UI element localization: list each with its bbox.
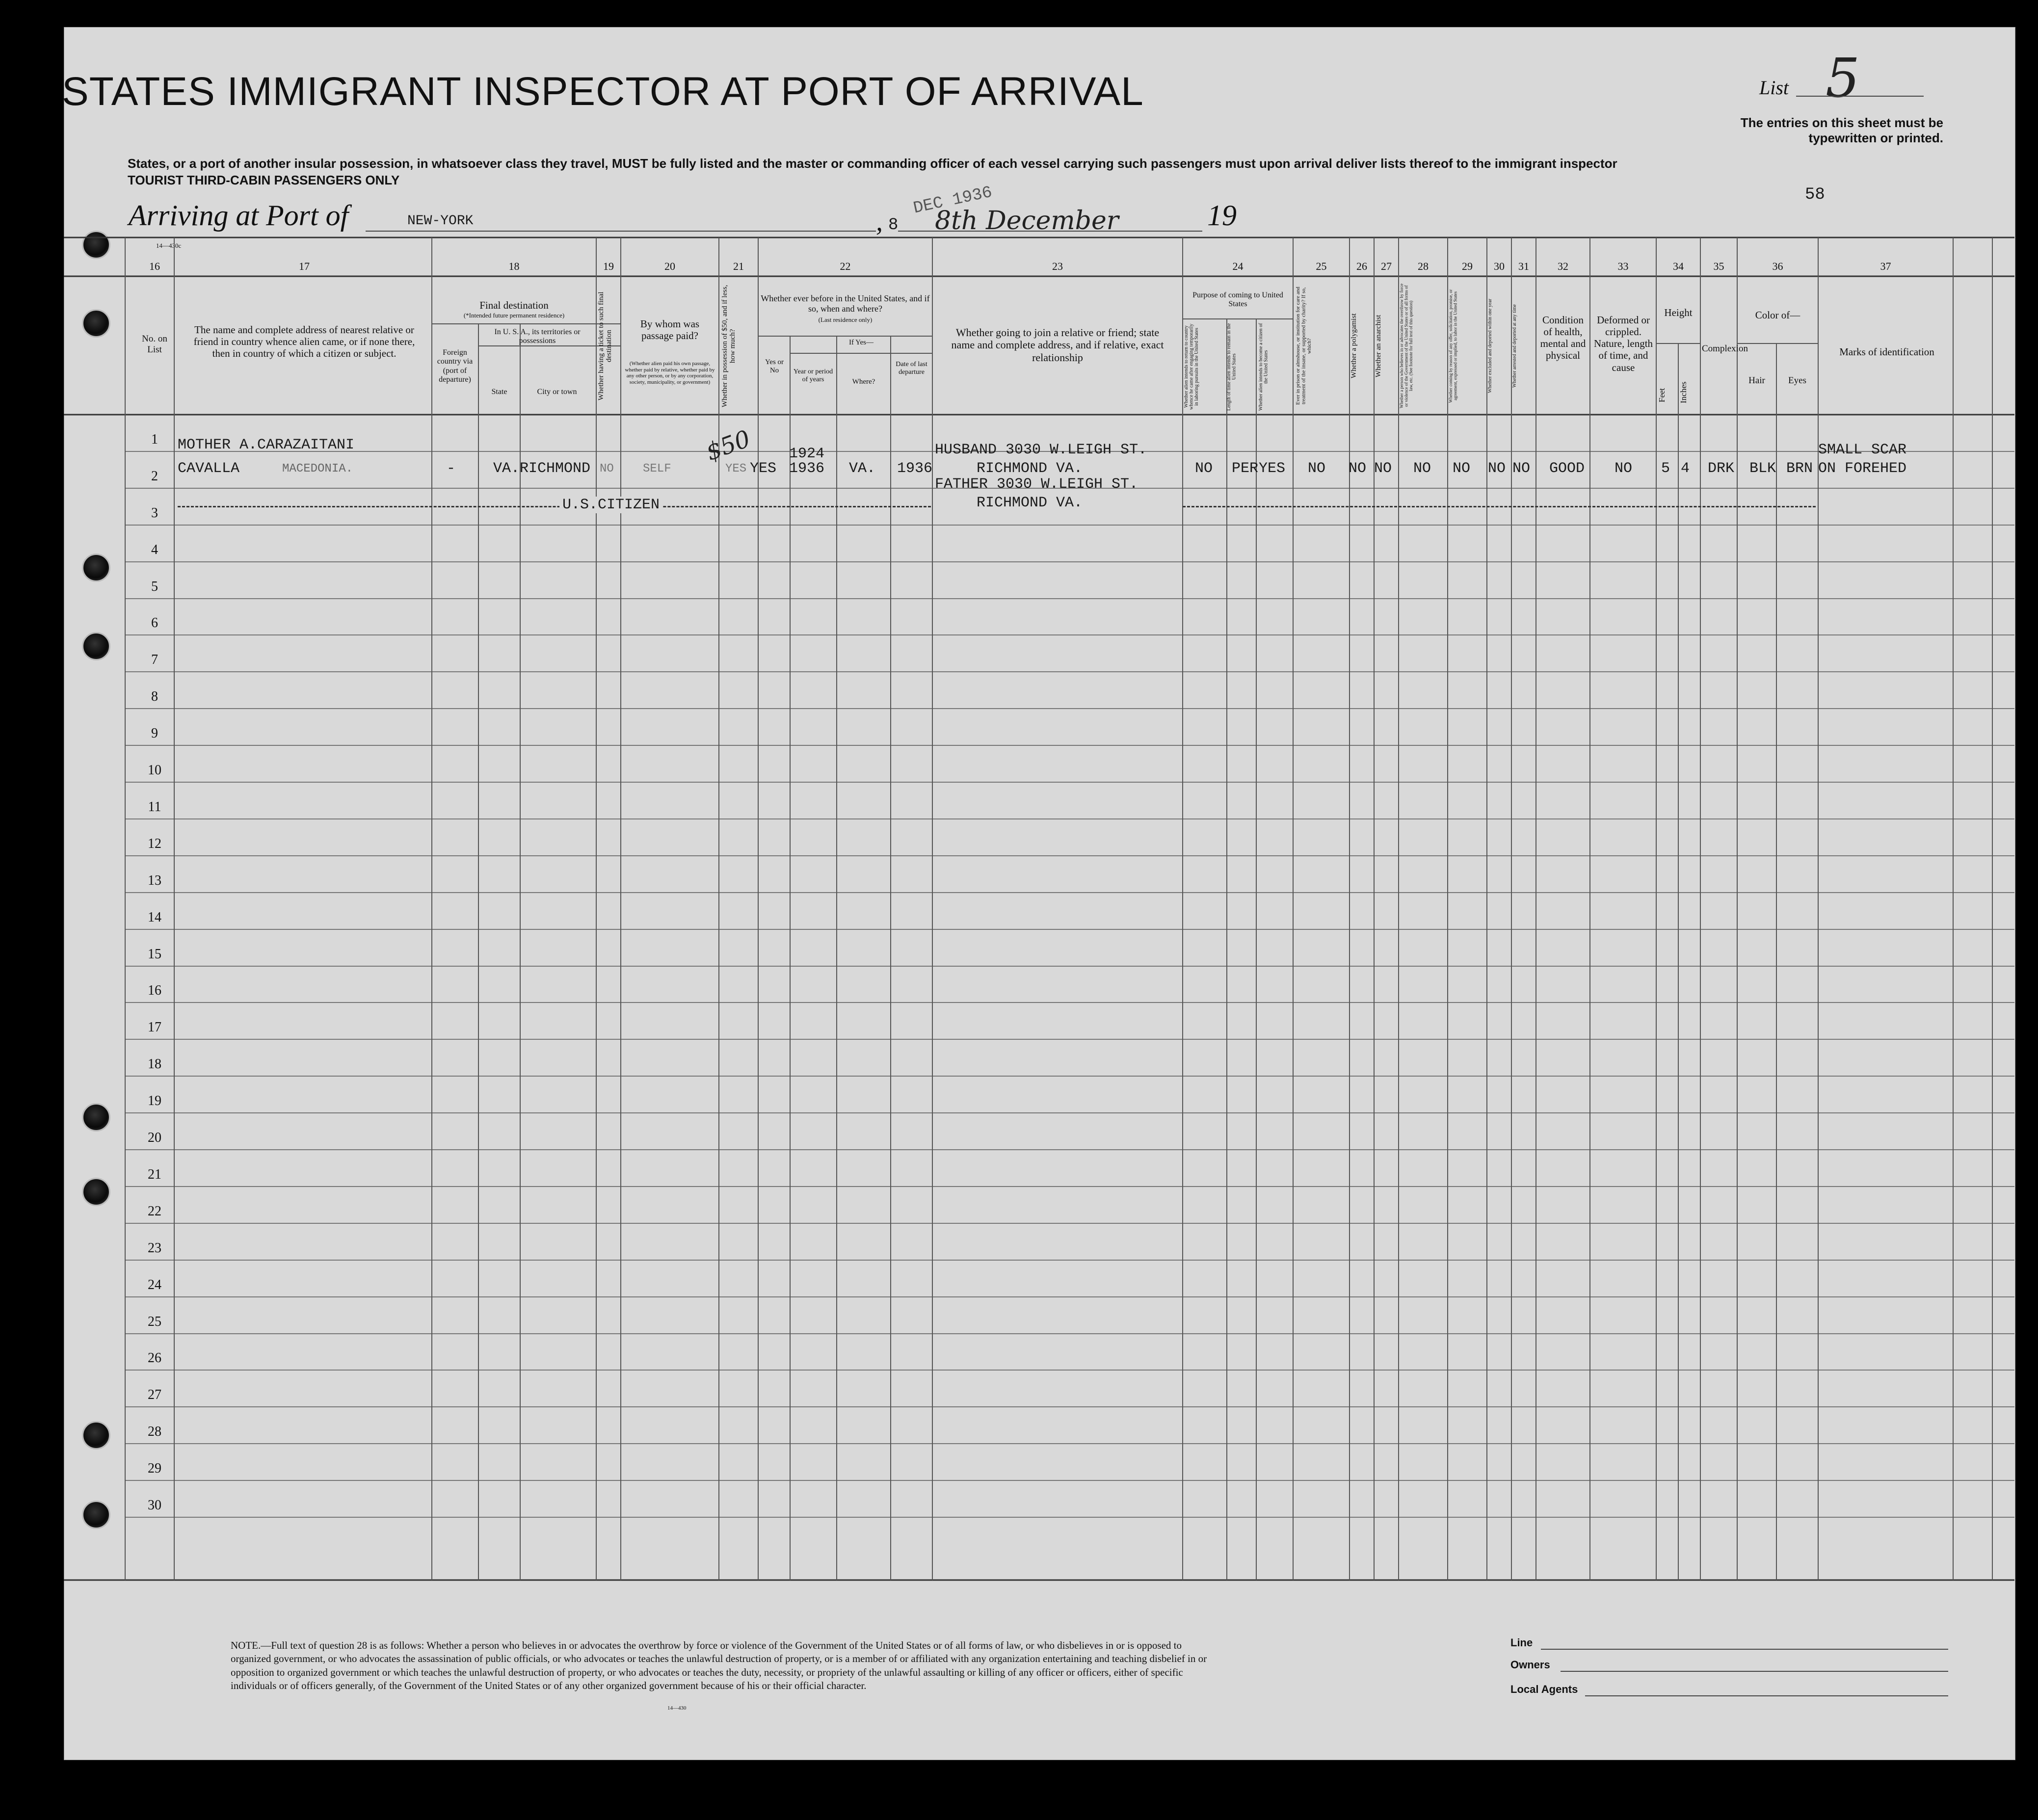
col-num-17: 17: [299, 260, 310, 272]
col-num-26: 26: [1356, 260, 1367, 272]
stamp-day: 8: [888, 216, 899, 235]
entry-feet: 5: [1661, 460, 1670, 477]
row-number: 17: [148, 1020, 161, 1035]
row-number: 4: [151, 542, 158, 557]
col-header-anarchist: Whether an anarchist: [1375, 315, 1382, 377]
row-number: 27: [148, 1387, 161, 1402]
row-number: 30: [148, 1498, 161, 1513]
col-header-feet: Feet: [1657, 388, 1667, 402]
footnote-q28: NOTE.—Full text of question 28 is as follows: Whether a person who believes in or advocates the overthrow by force or violence of the Government of the United States or of all forms of law, or who disbelieves in or is opposed to organized government, or who advocates the assassination of public officials, or who advocates or teaches the unlawful destruction of property, or is a member of or affiliated with any organization entertaining and teaching disbelief in or opposition to organized government or which teaches the unlawful destruction of property, or who advocates or teaches the duty, necessity, or propriety of the unlawful assaulting or killing of any officer or officers, either of specific individuals or of officers generally, of the Government of the United States or of any other organized government because of his or their official character.: [231, 1639, 1207, 1691]
entry-ticket: NO: [600, 462, 614, 475]
row-number: 8: [151, 689, 158, 704]
col-num-25: 25: [1316, 260, 1327, 272]
row-number: 25: [148, 1314, 161, 1329]
entry-years-2: 1936: [789, 460, 825, 477]
row-number: 24: [148, 1277, 161, 1292]
entry-purpose-length: PER: [1232, 460, 1259, 477]
sheet-number: 58: [1805, 185, 1825, 204]
entry-health: GOOD: [1549, 460, 1585, 477]
port-value: NEW-YORK: [407, 213, 474, 229]
entry-join-line1: HUSBAND 3030 W.LEIGH ST.: [935, 442, 1147, 458]
col-header-yes-no: Yes or No: [765, 358, 784, 375]
col-header-offer: Whether coming by reason of any offer, solicitation, promise, or agreement, expressed or implied, to labor in the United States: [1448, 289, 1458, 403]
col-num-33: 33: [1617, 260, 1629, 272]
col-header-ever-before: Whether ever before in the United States, and if so, when and where?: [761, 293, 930, 314]
col-header-height: Height: [1664, 307, 1693, 318]
arriving-label: Arriving at Port of: [129, 199, 349, 232]
form-code-bottom: 14—430: [667, 1705, 687, 1711]
entry-relative-line2: CAVALLA: [178, 460, 240, 477]
col-header-last-residence: (Last residence only): [818, 316, 873, 323]
row-number: 13: [148, 873, 161, 888]
entry-complexion: DRK: [1708, 460, 1735, 477]
row-number: 23: [148, 1240, 161, 1256]
entry-relative-line1: MOTHER A.CARAZAITANI: [178, 437, 355, 453]
row-number: 16: [148, 983, 161, 998]
col-num-29: 29: [1462, 260, 1473, 272]
col-header-city: City or town: [537, 388, 577, 396]
footer-owners-label: Owners: [1510, 1659, 1550, 1671]
col-header-prison: Ever in prison or almshouse, or institution for care and treatment of the insane, or supported by charity? If so, which?: [1295, 287, 1313, 405]
col-num-28: 28: [1418, 260, 1429, 272]
entry-arrested: NO: [1512, 460, 1531, 477]
row2-dash-right: [1183, 506, 1816, 507]
col-header-state: State: [491, 388, 507, 396]
entry-purpose-return: NO: [1195, 460, 1213, 477]
row-number: 18: [148, 1056, 161, 1072]
col-header-eyes: Eyes: [1788, 375, 1806, 386]
col-header-excluded: Whether excluded and deported within one year: [1487, 298, 1493, 394]
row-number: 7: [151, 652, 158, 667]
entry-offer: NO: [1453, 460, 1471, 477]
entry-years-1: 1924: [789, 446, 825, 462]
col-header-foreign-country: Foreign country via (port of departure): [437, 348, 473, 384]
col-header-purpose-return: Whether alien intends to return to country whence he came after engaging temporarily in laboring pursuits in the United States: [1184, 323, 1199, 410]
row-number: 6: [151, 615, 158, 631]
col-header-passage-note: (Whether alien paid his own passage, whether paid by relative, whether paid by any other person, or by any corporation, society, municipality, or government): [625, 361, 715, 385]
col-header-purpose: Purpose of coming to United States: [1192, 291, 1283, 309]
col-num-21: 21: [733, 260, 744, 272]
page-title: STATES IMMIGRANT INSPECTOR AT PORT OF ARRIVAL: [62, 69, 1144, 114]
col-header-final-destination-note: (*Intended future permanent residence): [463, 312, 565, 319]
entry-prison: NO: [1308, 460, 1326, 477]
entry-citizen: U.S.CITIZEN: [559, 497, 662, 513]
col-header-marks: Marks of identification: [1839, 346, 1934, 358]
entry-foreign-via: -: [447, 460, 456, 477]
row-number: 12: [148, 836, 161, 851]
footer-line-field: [1541, 1649, 1948, 1650]
entry-state-city: VA.RICHMOND: [493, 460, 591, 477]
row-number: 14: [148, 910, 161, 925]
col-num-18: 18: [508, 260, 520, 272]
col-num-37: 37: [1880, 260, 1891, 272]
row-number: 22: [148, 1204, 161, 1219]
entry-hair: BLK: [1749, 460, 1776, 477]
form-code-top: 14—430c: [156, 242, 182, 249]
col-num-31: 31: [1518, 260, 1529, 272]
header-subtitle-tourist: TOURIST THIRD-CABIN PASSENGERS ONLY: [128, 173, 400, 187]
col-num-35: 35: [1713, 260, 1724, 272]
row-number: 15: [148, 947, 161, 962]
year-prefix: 19: [1207, 199, 1237, 232]
col-header-color: Color of—: [1755, 309, 1800, 321]
col-num-32: 32: [1558, 260, 1568, 272]
entry-paid-by: SELF: [643, 462, 671, 475]
list-label: List: [1759, 77, 1789, 99]
col-num-24: 24: [1232, 260, 1244, 272]
col-header-overthrow: Whether a person who believes in or advocates the overthrow by force or violence of the Government of the United States or of all forms of law, etc. (See footnote for full text of this question): [1399, 283, 1413, 409]
col-header-purpose-length: Length of time alien intends to remain in the United States: [1226, 323, 1237, 411]
col-header-inches: Inches: [1679, 381, 1688, 404]
entry-marks-line1: SMALL SCAR: [1818, 442, 1907, 458]
col-header-ticket: Whether having a ticket to such final destination: [597, 291, 613, 400]
entry-overthrow: NO: [1413, 460, 1431, 477]
footer-owners-field: [1561, 1671, 1948, 1672]
col-header-in-usa: In U. S. A., its territories or possessions: [494, 328, 581, 345]
row-number: 11: [148, 799, 161, 815]
entry-where: VA.: [849, 460, 876, 477]
col-header-final-destination: Final destination: [479, 299, 549, 311]
col-header-if-yes: If Yes—: [848, 339, 873, 346]
col-header-join-relative: Whether going to join a relative or friend; state name and complete address, and if relative, exact relationship: [951, 326, 1164, 364]
header-subtitle: States, or a port of another insular possession, in whatsoever class they travel, MUST be fully listed and the master or commanding officer of each vessel carrying such passengers must upon arrival deliver lists thereof to the immigrant inspector: [128, 156, 1617, 171]
list-number: 5: [1826, 47, 1860, 109]
row-number: 1: [151, 432, 158, 447]
entry-join2-line1: FATHER 3030 W.LEIGH ST.: [935, 476, 1138, 493]
entry-marks-line2: ON FOREHED: [1818, 460, 1907, 477]
entry-polygamist: NO: [1349, 460, 1367, 477]
col-header-passage-paid: By whom was passage paid?: [640, 318, 700, 342]
col-num-34: 34: [1673, 260, 1684, 272]
entry-anarchist: NO: [1374, 460, 1392, 477]
date-stamp: DEC 1936: [911, 183, 994, 218]
entry-inches: 4: [1681, 460, 1690, 477]
col-header-complexion: Complexion: [1702, 343, 1748, 354]
row-number: 10: [148, 763, 161, 778]
col-header-polygamist: Whether a polygamist: [1350, 313, 1358, 379]
col-num-23: 23: [1052, 260, 1063, 272]
col-num-20: 20: [664, 260, 675, 272]
col-header-deformed: Deformed or crippled. Nature, length of time, and cause: [1593, 314, 1653, 373]
entry-money: YES: [725, 462, 747, 475]
col-header-hair: Hair: [1748, 375, 1765, 386]
entry-relative-country: MACEDONIA.: [282, 462, 353, 475]
col-header-arrested: Whether arrested and deported at any time: [1512, 304, 1517, 388]
row-number: 26: [148, 1350, 161, 1366]
col-num-19: 19: [603, 260, 614, 272]
entry-been-before: YES: [750, 460, 777, 477]
col-header-last-departure: Date of last departure: [896, 361, 927, 376]
col-num-27: 27: [1381, 260, 1392, 272]
col-header-purpose-citizen: Whether alien intends to become a citizen of the United States: [1258, 323, 1269, 411]
entry-money-hand: $50: [702, 425, 754, 466]
footer-line-label: Line: [1510, 1636, 1533, 1649]
entry-excluded: NO: [1488, 460, 1506, 477]
col-header-health: Condition of health, mental and physical: [1540, 314, 1586, 362]
entry-deformed: NO: [1615, 460, 1633, 477]
col-header-money: Whether in possession of $50, and if less, how much?: [721, 285, 737, 407]
row-number: 21: [148, 1167, 161, 1182]
date-handwritten: 8th December: [935, 206, 1119, 236]
entry-eyes: BRN: [1786, 460, 1813, 477]
row-number: 19: [148, 1093, 161, 1108]
typewritten-note: The entries on this sheet must be typewritten or printed.: [1740, 115, 1943, 146]
col-header-no-on-list: No. on List: [142, 334, 167, 355]
row-number: 29: [148, 1461, 161, 1476]
row-number: 9: [151, 726, 158, 741]
col-header-where: Where?: [852, 378, 875, 386]
entry-join-line2: RICHMOND VA.: [977, 460, 1083, 477]
row-number: 3: [151, 505, 158, 521]
row-number: 28: [148, 1424, 161, 1439]
row2-dash-left: [178, 506, 931, 507]
col-num-36: 36: [1772, 260, 1783, 272]
footer-agents-field: [1585, 1695, 1948, 1696]
row-number: 2: [151, 469, 158, 484]
col-header-period: Year or period of years: [793, 368, 833, 384]
entry-join2-line2: RICHMOND VA.: [977, 495, 1083, 511]
col-header-relative: The name and complete address of nearest relative or friend in country whence alien came, or if none there, then in country of which a citizen or subject.: [193, 324, 415, 360]
col-num-22: 22: [840, 260, 851, 272]
row-number: 5: [151, 579, 158, 594]
col-num-16: 16: [149, 260, 160, 272]
footer-agents-label: Local Agents: [1510, 1683, 1578, 1695]
col-num-30: 30: [1494, 260, 1505, 272]
entry-date-departure: 1936: [897, 460, 933, 477]
entry-purpose-citizen: YES: [1259, 460, 1286, 477]
row-number: 20: [148, 1130, 161, 1145]
